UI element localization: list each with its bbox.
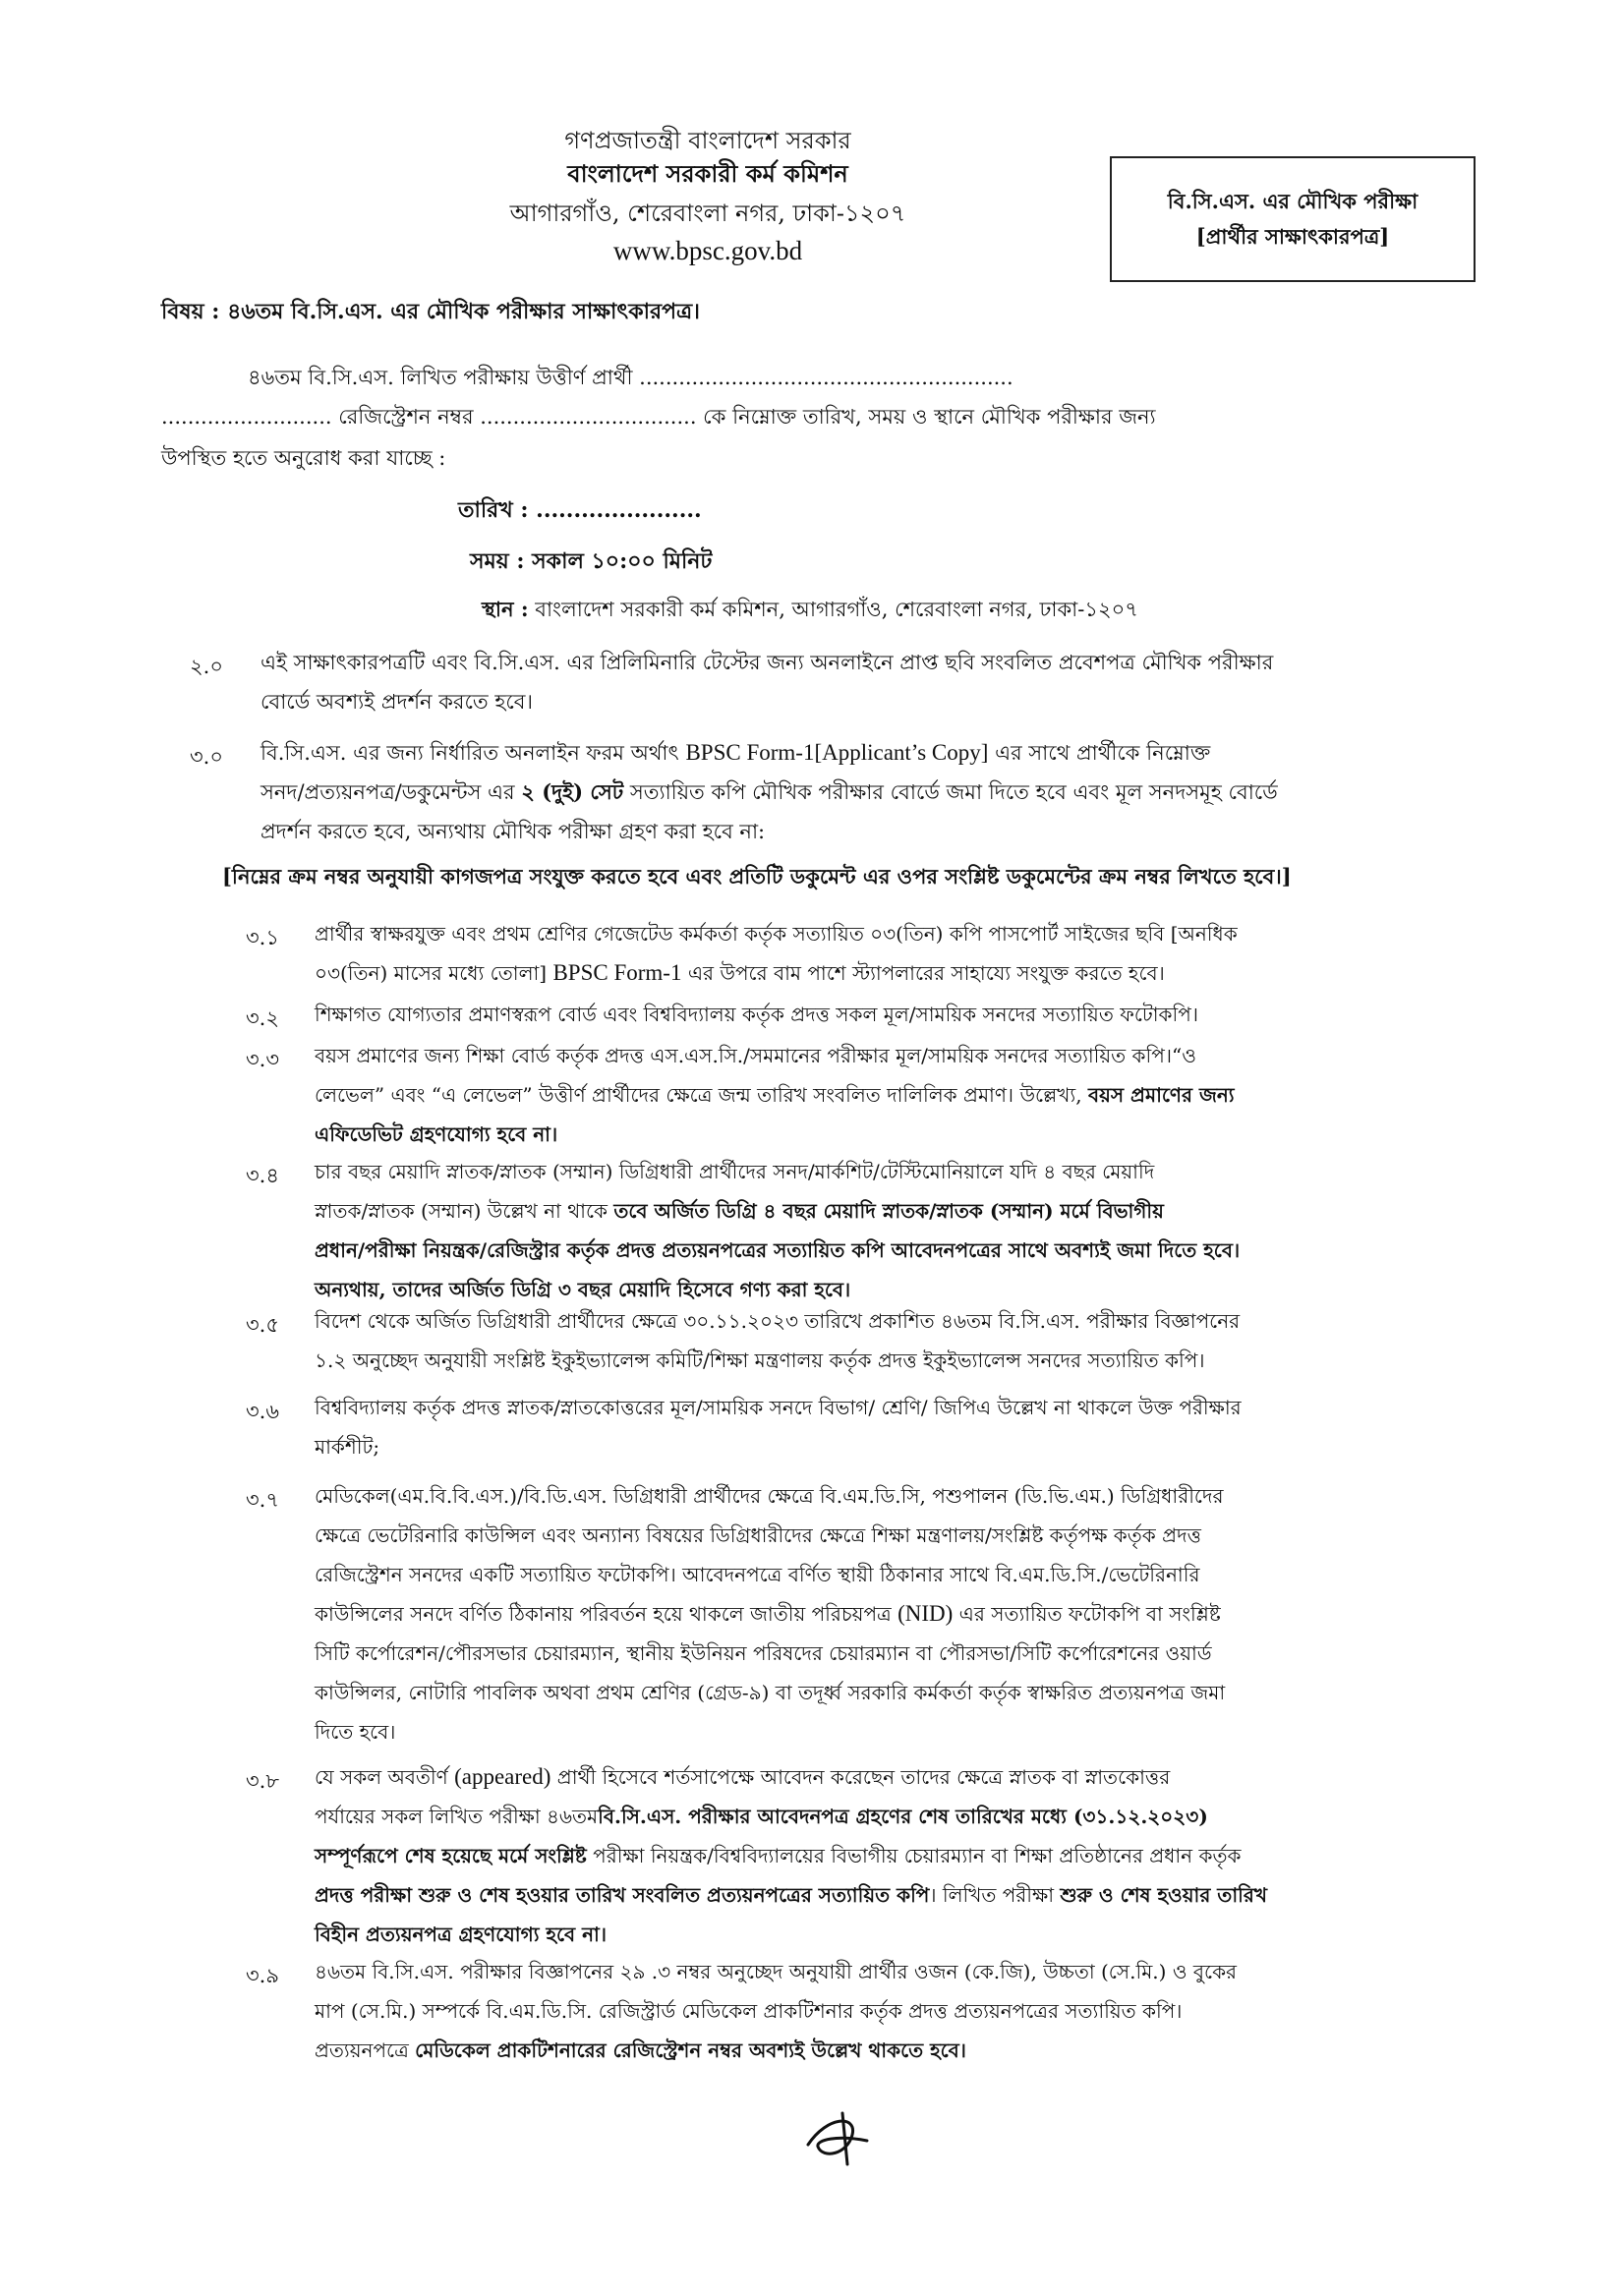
interview-place bbox=[482, 594, 1138, 628]
section-3-line2: সনদ/প্রত্যয়নপত্র/ডকুমেন্টস এর ২ (দুই) সেট সত্যায়িত কপি মৌখিক পরীক্ষার বোর্ডে জমা দিতে হবে এবং মূল সনদসমূহ বোর্ডে bbox=[261, 779, 1278, 804]
item-3-4-number: ৩.৪ bbox=[246, 1164, 279, 1187]
signature-mark bbox=[798, 2105, 887, 2174]
item-3-8-text: যে সকল অবতীর্ণ (appeared) প্রার্থী হিসেবে শর্তসাপেক্ষে আবেদন করেছেন তাদের ক্ষেত্রে স্নাতক বা স্নাতকোত্তর পর্যায়ের সকল লিখিত পরীক্ষা ৪৬তমবি.সি.এস. পরীক্ষার আবেদনপত্র গ্রহণের শেষ তারিখের মধ্যে (৩১.১২.২০২৩) সম্পূর্ণরূপে শেষ হয়েছে মর্মে সংশ্লিষ্ট পরীক্ষা নিয়ন্ত্রক/বিশ্ববিদ্যালয়ের বিভাগীয় চেয়ারম্যান বা শিক্ষা প্রতিষ্ঠানের প্রধান কর্তৃক প্রদত্ত পরীক্ষা শুরু ও শেষ হওয়ার তারিখ সংবলিত প্রত্যয়নপত্রের সত্যায়িত কপি। লিখিত পরীক্ষা শুরু ও শেষ হওয়ার তারিখ বিহীন প্রত্যয়নপত্র গ্রহণযোগ্য হবে না। bbox=[315, 1764, 1267, 1946]
interview-time: সময় : সকাল ১০:০০ মিনিট bbox=[470, 548, 713, 574]
item-3-5-text: বিদেশ থেকে অর্জিত ডিগ্রিধারী প্রার্থীদের ক্ষেত্রে ৩০.১১.২০২৩ তারিখে প্রকাশিত ৪৬তম বি.সি.এস. পরীক্ষার বিজ্ঞাপনের ১.২ অনুচ্ছেদ অনুযায়ী সংশ্লিষ্ট ইকুইভ্যালেন্স কমিটি/শিক্ষা মন্ত্রণালয় কর্তৃক প্রদত্ত ইকুইভ্যালেন্স সনদের সত্যায়িত কপি। bbox=[315, 1309, 1241, 1372]
section-2-line2: বোর্ডে অবশ্যই প্রদর্শন করতে হবে। bbox=[261, 690, 533, 714]
item-3-1-text: প্রার্থীর স্বাক্ষরযুক্ত এবং প্রথম শ্রেণির গেজেটেড কর্মকর্তা কর্তৃক সত্যায়িত ০৩(তিন) কপি পাসপোর্ট সাইজের ছবি [অনধিক ০৩(তিন) মাসের মধ্যে তোলা] BPSC Form-1 এর উপরে বাম পাশে স্ট্যাপলারের সাহায্যে সংযুক্ত করতে হবে। bbox=[315, 922, 1238, 985]
item-3-7-text: মেডিকেল(এম.বি.বি.এস.)/বি.ডি.এস. ডিগ্রিধারী প্রার্থীদের ক্ষেত্রে বি.এম.ডি.সি, পশুপালন (ডি.ভি.এম.) ডিগ্রিধারীদের ক্ষেত্রে ভেটেরিনারি কাউন্সিল এবং অন্যান্য বিষয়ের ডিগ্রিধারীদের ক্ষেত্রে শিক্ষা মন্ত্রণালয়/সংশ্লিষ্ট কর্তৃপক্ষ কর্তৃক প্রদত্ত রেজিস্ট্রেশন সনদের একটি সত্যায়িত ফটোকপি। আবেদনপত্রে বর্ণিত স্থায়ী ঠিকানার সাথে বি.এম.ডি.সি./ভেটেরিনারি কাউন্সিলের সনদে বর্ণিত ঠিকানায় পরিবর্তন হয়ে থাকলে জাতীয় পরিচয়পত্র (NID) এর সত্যায়িত ফটোকপি বা সংশ্লিষ্ট সিটি কর্পোরেশন/পৌরসভার চেয়ারম্যান, স্থানীয় ইউনিয়ন পরিষদের চেয়ারম্যান বা পৌরসভা/সিটি কর্পোরেশনের ওয়ার্ড কাউন্সিলর, নোটারি পাবলিক অথবা প্রথম শ্রেণির (গ্রেড-৯) বা তদূর্ধ্ব সরকারি কর্মকর্তা কর্তৃক স্বাক্ষরিত প্রত্যয়নপত্র জমা দিতে হবে। bbox=[315, 1484, 1226, 1744]
item-3-4-text: চার বছর মেয়াদি স্নাতক/স্নাতক (সম্মান) ডিগ্রিধারী প্রার্থীদের সনদ/মার্কশিট/টেস্টিমোনিয়ালে যদি ৪ বছর মেয়াদি স্নাতক/স্নাতক (সম্মান) উল্লেখ না থাকে তবে অর্জিত ডিগ্রি ৪ বছর মেয়াদি স্নাতক/স্নাতক (সম্মান) মর্মে বিভাগীয় প্রধান/পরীক্ষা নিয়ন্ত্রক/রেজিস্ট্রার কর্তৃক প্রদত্ত প্রত্যয়নপত্রের সত্যায়িত কপি আবেদনপত্রের সাথে অবশ্যই জমা দিতে হবে। অন্যথায়, তাদের অর্জিত ডিগ্রি ৩ বছর মেয়াদি হিসেবে গণ্য করা হবে। bbox=[315, 1160, 1241, 1301]
item-3-3-text: বয়স প্রমাণের জন্য শিক্ষা বোর্ড কর্তৃক প্রদত্ত এস.এস.সি./সমমানের পরীক্ষার মূল/সাময়িক সনদের সত্যায়িত কপি।“ও লেভেল” এবং “এ লেভেল” উত্তীর্ণ প্রার্থীদের ক্ষেত্রে জন্ম তারিখ সংবলিত দালিলিক প্রমাণ। উল্লেখ্য, বয়স প্রমাণের জন্য এফিডেভিট গ্রহণযোগ্য হবে না। bbox=[315, 1044, 1235, 1146]
section-2-line1: এই সাক্ষাৎকারপত্রটি এবং বি.সি.এস. এর প্রিলিমিনারি টেস্টের জন্য অনলাইনে প্রাপ্ত ছবি সংবলিত প্রবেশপত্র মৌখিক পরীক্ষার bbox=[261, 651, 1274, 674]
government-name: গণপ্রজাতন্ত্রী বাংলাদেশ সরকার bbox=[564, 127, 851, 154]
section-3-line3: প্রদর্শন করতে হবে, অন্যথায় মৌখিক পরীক্ষা গ্রহণ করা হবে না: bbox=[261, 820, 766, 843]
place-value: বাংলাদেশ সরকারী কর্ম কমিশন, আগারগাঁও, শেরেবাংলা নগর, ঢাকা-১২০৭ bbox=[535, 598, 1138, 621]
item-3-8-number: ৩.৮ bbox=[246, 1769, 279, 1793]
item-3-5-number: ৩.৫ bbox=[246, 1313, 279, 1337]
section-3-number: ৩.০ bbox=[190, 745, 223, 769]
commission-name: বাংলাদেশ সরকারী কর্ম কমিশন bbox=[567, 159, 848, 188]
commission-address: আগারগাঁও, শেরেবাংলা নগর, ঢাকা-১২০৭ bbox=[509, 200, 906, 227]
item-3-9-text: ৪৬তম বি.সি.এস. পরীক্ষার বিজ্ঞাপনের ২৯ .৩ নম্বর অনুচ্ছেদ অনুযায়ী প্রার্থীর ওজন (কে.জি), উচ্চতা (সে.মি.) ও বুকের মাপ (সে.মি.) সম্পর্কে বি.এম.ডি.সি. রেজিস্ট্রার্ড মেডিকেল প্রাকটিশনার কর্তৃক প্রদত্ত প্রত্যয়নপত্রের সত্যায়িত কপি। প্রত্যয়নপত্রে মেডিকেল প্রাকটিশনারের রেজিস্ট্রেশন নম্বর অবশ্যই উল্লেখ থাকতে হবে। bbox=[315, 1960, 1238, 2062]
item-3-6-text: বিশ্ববিদ্যালয় কর্তৃক প্রদত্ত স্নাতক/স্নাতকোত্তরের মূল/সাময়িক সনদে বিভাগ/ শ্রেণি/ জিপিএ উল্লেখ না থাকলে উক্ত পরীক্ষার মার্কশীট; bbox=[315, 1396, 1242, 1459]
section-2-text bbox=[261, 643, 1481, 721]
item-3-6-number: ৩.৬ bbox=[246, 1400, 279, 1423]
document-order-notice: [নিম্নের ক্রম নম্বর অনুযায়ী কাগজপত্র সংযুক্ত করতে হবে এবং প্রতিটি ডকুমেন্ট এর ওপর সংশ্লিষ্ট ডকুমেন্টের ক্রম নম্বর লিখতে হবে।] bbox=[222, 864, 1292, 889]
section-2-number: ২.০ bbox=[190, 655, 223, 678]
place-label: স্থান : bbox=[482, 597, 529, 621]
item-3-2-number: ৩.২ bbox=[246, 1006, 279, 1030]
subject-line: বিষয় : ৪৬তম বি.সি.এস. এর মৌখিক পরীক্ষার সাক্ষাৎকারপত্র। bbox=[161, 299, 701, 324]
item-3-9-number: ৩.৯ bbox=[246, 1964, 279, 1987]
item-3-3-number: ৩.৩ bbox=[246, 1048, 279, 1071]
website-link[interactable]: www.bpsc.gov.bd bbox=[612, 236, 803, 265]
item-3-7-number: ৩.৭ bbox=[246, 1488, 279, 1512]
stamp-box-line1: বি.সি.এস. এর মৌখিক পরীক্ষা bbox=[1167, 189, 1418, 213]
section-3-line1: বি.সি.এস. এর জন্য নির্ধারিত অনলাইন ফরম অর্থাৎ BPSC Form-1[Applicant’s Copy] এর সাথে প্রার্থীকে নিম্নোক্ত bbox=[261, 740, 1211, 765]
item-3-2-text: শিক্ষাগত যোগ্যতার প্রমাণস্বরূপ বোর্ড এবং বিশ্ববিদ্যালয় কর্তৃক প্রদত্ত সকল মূল/সাময়িক সনদের সত্যায়িত ফটোকপি। bbox=[315, 1003, 1198, 1026]
stamp-box-line2: [প্রার্থীর সাক্ষাৎকারপত্র] bbox=[1195, 224, 1390, 249]
item-3-1-number: ৩.১ bbox=[246, 926, 279, 949]
interview-card-label-box bbox=[1110, 156, 1476, 282]
bpsc-form-copy: BPSC Form-1[Applicant’s Copy] bbox=[685, 740, 989, 765]
section-3-text bbox=[261, 733, 1481, 851]
intro-line2: .......................... রেজিস্ট্রেশন নম্বর ................................. কে নিম্নোক্ত তারিখ, সময় ও স্থানে মৌখিক পরীক্ষার জন্য bbox=[161, 405, 1156, 429]
two-sets-emphasis: ২ (দুই) সেট bbox=[521, 779, 624, 804]
intro-line3: উপস্থিত হতে অনুরোধ করা যাচ্ছে : bbox=[161, 446, 446, 470]
intro-line1: ৪৬তম বি.সি.এস. লিখিত পরীক্ষায় উত্তীর্ণ প্রার্থী ......................................................... bbox=[248, 366, 1013, 389]
interview-date: তারিখ : ...................... bbox=[458, 497, 702, 523]
